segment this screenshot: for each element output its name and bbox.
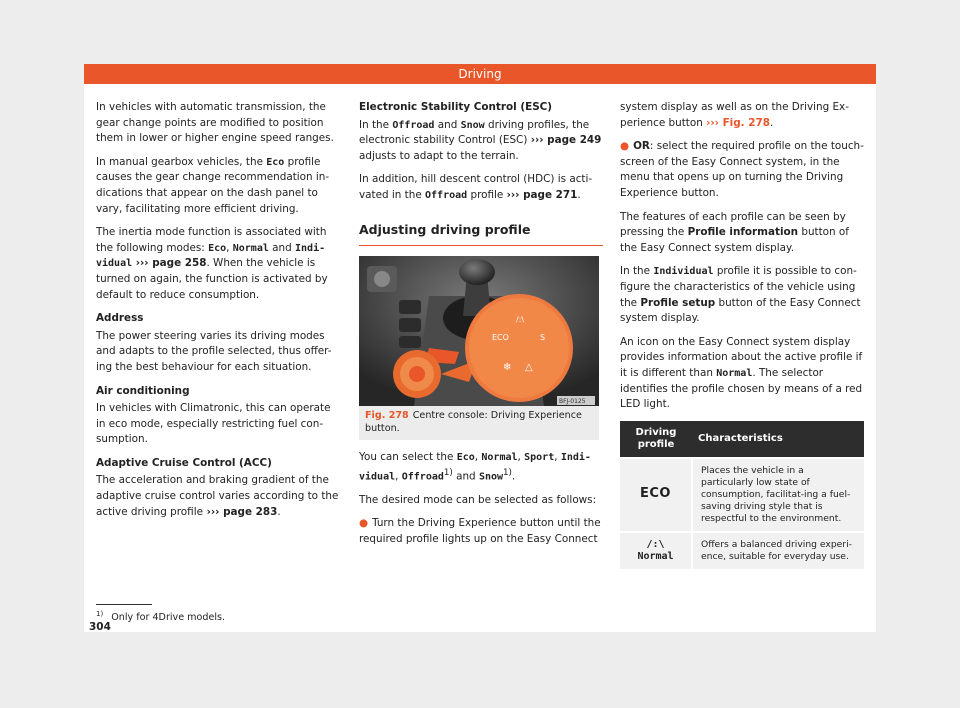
bullet-icon: ●: [359, 517, 369, 530]
figure-caption: Fig. 278 Centre console: Driving Experience button.: [359, 406, 599, 440]
figure-code: BFJ-0125: [559, 398, 586, 406]
subheading: Adaptive Cruise Control (ACC): [96, 456, 272, 469]
bullet-item: ● OR: select the required profile on the touch-screen of the Easy Connect system, in the menu that opens up on turning the Driving Experience button.: [620, 140, 864, 199]
paragraph: An icon on the Easy Connect system display provides information about the active profile if it is different than Normal. The selector identifies the profile chosen by means of a red LED light.: [620, 335, 863, 411]
page-link[interactable]: ››› page 271: [506, 188, 578, 201]
manual-page: [84, 64, 876, 632]
paragraph: In vehicles with Climatronic, this can operate in eco mode, especially restricting fuel con-sumption.: [96, 402, 331, 446]
paragraph: In addition, hill descent control (HDC) is acti-vated in the Offroad profile ››› page 271.: [359, 173, 593, 201]
table-header-row: [620, 421, 864, 458]
figure-centre-console: [359, 256, 599, 406]
page-link[interactable]: ››› page 258: [132, 257, 207, 270]
table-row: [620, 458, 864, 532]
paragraph: In the Individual profile it is possible to con-figure the characteristics of the vehicle using the Profile setup button of the Easy Connect system display.: [620, 265, 861, 325]
dial-normal-label: /:\: [516, 315, 525, 325]
paragraph: In the Offroad and Snow driving profiles, the electronic stability Control (ESC) ››› page 249 adjusts to adapt to the terrain.: [359, 118, 602, 162]
paragraph: system display as well as on the Driving Ex-perience button ››› Fig. 278.: [620, 101, 849, 129]
bullet-icon: ●: [620, 140, 630, 153]
column-header: Driving profile: [620, 421, 692, 458]
profile-cell: [620, 532, 692, 569]
section-title: Adjusting driving profile: [359, 222, 603, 247]
footnote: $^{1)}$ Only for 4Drive models.: [96, 610, 226, 624]
paragraph: In manual gearbox vehicles, the Eco profile causes the gear change recommendation in-dications that appear on the dash panel to vary, facilitating more efficient driving.: [96, 155, 330, 215]
page-link[interactable]: ››› page 283: [202, 505, 278, 518]
column-3: [620, 100, 864, 569]
figure-link[interactable]: ››› Fig. 278: [706, 116, 770, 129]
column-2: [359, 100, 603, 556]
subheading: Address: [96, 312, 144, 325]
eco-icon: ECO: [640, 486, 671, 502]
subheading: Electronic Stability Control (ESC): [359, 101, 553, 113]
profile-table: [620, 421, 864, 569]
page-link[interactable]: ››› page 249: [530, 134, 602, 147]
characteristics-cell: Offers a balanced driving experi-ence, suitable for everyday use.: [692, 532, 864, 569]
paragraph: The acceleration and braking gradient of the adaptive cruise control varies according to the active driving profile ››› page 283.: [96, 474, 339, 518]
dial-eco-label: ECO: [492, 333, 509, 343]
profile-cell: [620, 458, 692, 532]
footnote-divider: [96, 604, 152, 605]
column-header: Characteristics: [692, 421, 864, 458]
paragraph: The power steering varies its driving modes and adapts to the profile selected, thus offer-ing the best behaviour for each situation.: [96, 329, 332, 373]
dial-sport-label: S: [540, 333, 546, 343]
paragraph: In vehicles with automatic transmission, the gear change points are modified to position them in lower or higher engine speed ranges.: [96, 101, 334, 145]
column-1: [96, 100, 340, 528]
page-header: Driving: [84, 64, 876, 84]
characteristics-cell: Places the vehicle in a particularly low state of consumption, facilitat-ing a fuel-saving driving style that is respectful to the environment.: [692, 458, 864, 532]
bullet-item: ● Turn the Driving Experience button until the required profile lights up on the Easy Connect: [359, 517, 601, 545]
console-illustration: [359, 256, 599, 406]
paragraph: You can select the Eco, Normal, Sport, Indi-vidual, Offroad$^{1)}$ and Snow$^{1)}$.: [359, 451, 591, 483]
normal-icon: /:\: [646, 538, 665, 550]
snowflake-icon: ❄: [503, 362, 512, 374]
page-number: 304: [89, 621, 111, 633]
profile-label: Normal: [637, 550, 674, 562]
offroad-icon: △: [525, 362, 533, 374]
subheading: Air conditioning: [96, 384, 190, 397]
paragraph: The desired mode can be selected as follows:: [359, 493, 597, 506]
paragraph: The inertia mode function is associated with the following modes: Eco, Normal and Indi-vidual ››› page 258. When the vehicle is turned on again, the function is activated by default to reduce consumption.: [96, 226, 328, 301]
table-row: [620, 532, 864, 569]
paragraph: The features of each profile can be seen by pressing the Profile information button of the Easy Connect system display.: [620, 210, 849, 254]
